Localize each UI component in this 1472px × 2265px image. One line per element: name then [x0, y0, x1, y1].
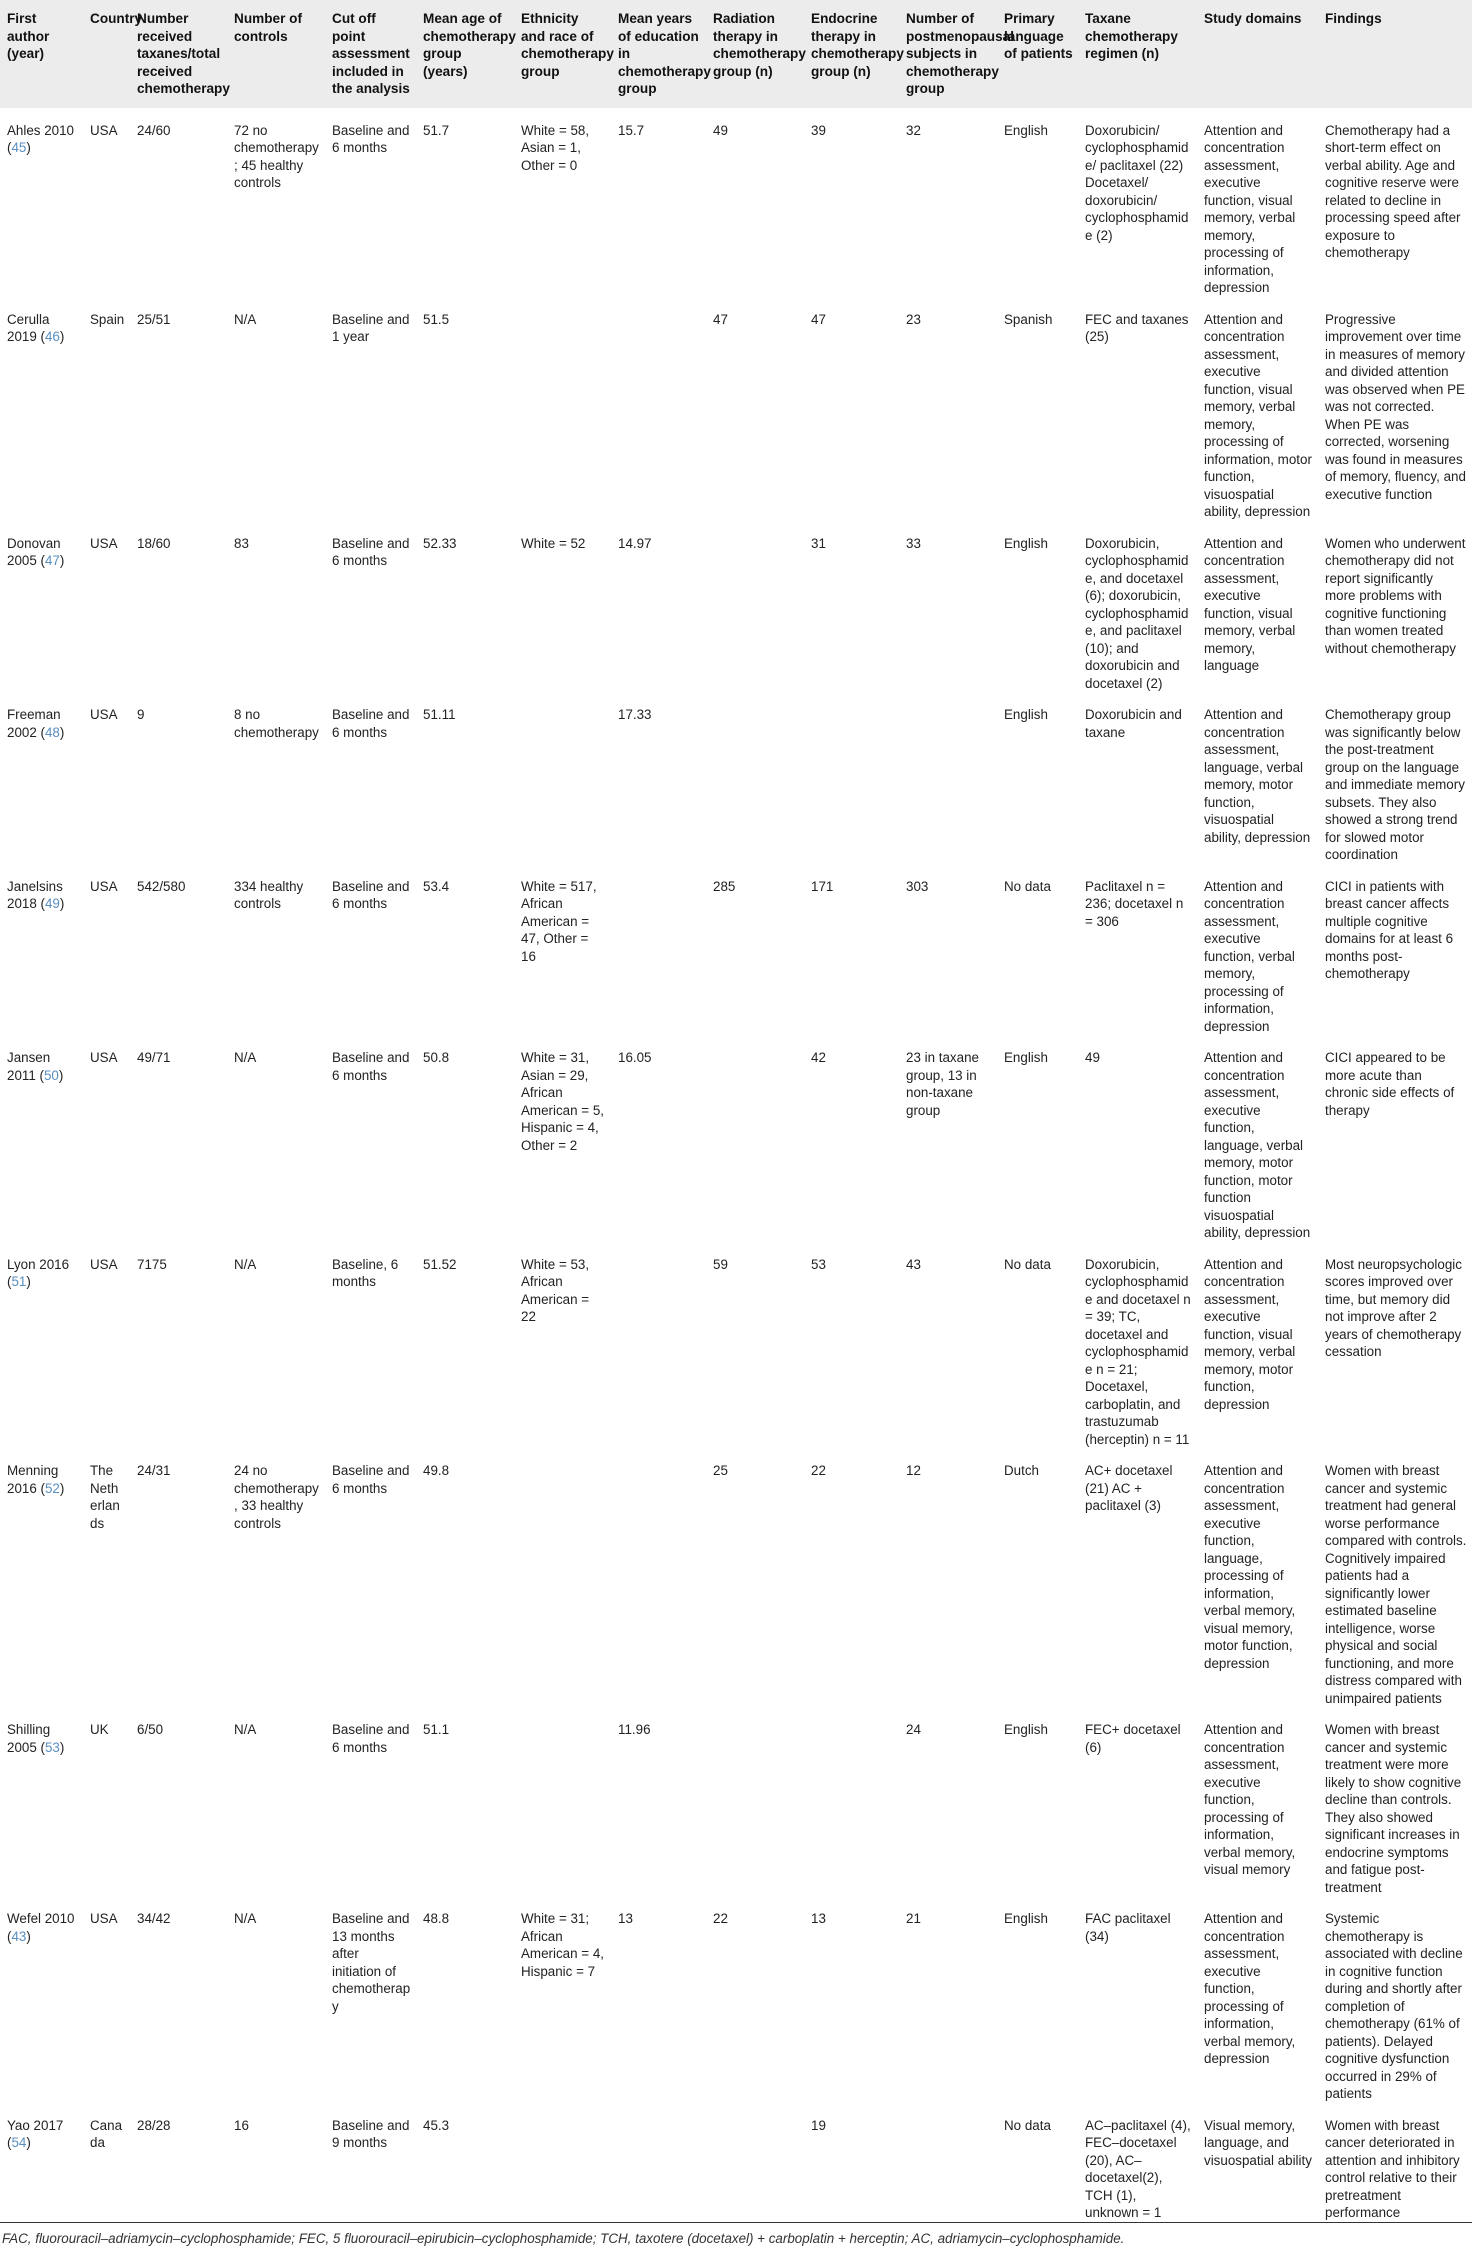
cell-taxanes: 6/50 [130, 1708, 227, 1897]
author-name: Jansen 2011 ( [7, 1050, 51, 1083]
cell-endocrine: 39 [804, 108, 899, 297]
author-name: Shilling 2005 ( [7, 1722, 51, 1755]
author-bracket: ) [26, 1928, 31, 1944]
author-name: Ahles 2010 ( [7, 122, 75, 155]
cell-language: English [997, 1036, 1078, 1243]
table-row [0, 1449, 1472, 1708]
cell-ethnicity [514, 2103, 611, 2222]
cell-controls: 16 [227, 2103, 325, 2222]
cell-controls: N/A [227, 1897, 325, 2104]
cell-author [0, 108, 83, 297]
cell-language: No data [997, 1242, 1078, 1449]
cell-author [0, 297, 83, 521]
cell-cutoff: Baseline and 1 year [325, 297, 416, 521]
cell-findings: Systemic chemotherapy is associated with decline in cognitive function during and shortly after completion of chemotherapy (61% of patients). Delayed cognitive dysfunction occurred in 29% of patients [1318, 1897, 1472, 2104]
cell-endocrine: 42 [804, 1036, 899, 1243]
cell-radiation: 47 [706, 297, 804, 521]
cell-domains: Attention and concentration assessment, executive function, visual memory, verbal memory, motor function, depression [1197, 1242, 1318, 1449]
cell-country: USA [83, 108, 130, 297]
cell-postmenopausal: 23 in taxane group, 13 in non-taxane group [899, 1036, 997, 1243]
table-header [0, 0, 1472, 108]
cell-endocrine: 31 [804, 521, 899, 693]
cell-findings: Women who underwent chemotherapy did not report significantly more problems with cognitive functioning than women treated without chemotherapy [1318, 521, 1472, 693]
cell-education [611, 1449, 706, 1708]
cell-author [0, 693, 83, 865]
cell-postmenopausal: 24 [899, 1708, 997, 1897]
cell-regimen: Doxorubicin/ cyclophosphamide/ paclitaxel (22) Docetaxel/ doxorubicin/ cyclophosphamide (2) [1078, 108, 1197, 297]
cell-radiation: 49 [706, 108, 804, 297]
cell-endocrine: 19 [804, 2103, 899, 2222]
cell-language: No data [997, 2103, 1078, 2222]
cell-cutoff: Baseline and 6 months [325, 521, 416, 693]
cell-findings: Chemotherapy had a short-term effect on verbal ability. Age and cognitive reserve were related to decline in processing speed after exposure to chemotherapy [1318, 108, 1472, 297]
cell-radiation [706, 521, 804, 693]
reference-link[interactable]: 52 [44, 1480, 60, 1496]
cell-taxanes: 18/60 [130, 521, 227, 693]
cell-radiation: 59 [706, 1242, 804, 1449]
cell-endocrine [804, 693, 899, 865]
cell-ethnicity [514, 297, 611, 521]
reference-link[interactable]: 47 [44, 553, 60, 568]
author-bracket: ) [26, 2135, 31, 2150]
author-name: Lyon 2016 ( [7, 1256, 70, 1289]
cell-radiation [706, 2103, 804, 2222]
cell-age: 51.1 [416, 1708, 514, 1897]
author-name: Donovan 2005 ( [7, 535, 61, 568]
cell-postmenopausal [899, 2103, 997, 2222]
table-row [0, 521, 1472, 693]
cell-author [0, 1708, 83, 1897]
table-row [0, 1036, 1472, 1243]
cell-language: Dutch [997, 1449, 1078, 1708]
cell-findings: CICI in patients with breast cancer affects multiple cognitive domains for at least 6 months post-chemotherapy [1318, 864, 1472, 1036]
cell-endocrine: 53 [804, 1242, 899, 1449]
author-bracket: ) [59, 553, 65, 568]
cell-regimen: Doxorubicin, cyclophosphamide and docetaxel n = 39; TC, docetaxel and cyclophosphamide n = 21; Docetaxel, carboplatin, and trastuzumab (herceptin) n = 11 [1078, 1242, 1197, 1449]
column-header: Radiation therapy in chemotherapy group (n) [713, 11, 806, 79]
cell-regimen: FEC and taxanes (25) [1078, 297, 1197, 521]
cell-taxanes: 24/60 [130, 108, 227, 297]
cell-regimen: Paclitaxel n = 236; docetaxel n = 306 [1078, 864, 1197, 1036]
cell-findings: Progressive improvement over time in measures of memory and divided attention was observed when PE was not corrected. When PE was corrected, worsening was found in measures of memory, fluency, and executive function [1318, 297, 1472, 521]
cell-author [0, 1242, 83, 1449]
cell-postmenopausal: 33 [899, 521, 997, 693]
author-name: Wefel 2010 ( [7, 1911, 75, 1944]
cell-radiation [706, 693, 804, 865]
cell-domains: Attention and concentration assessment, executive function, visual memory, verbal memory, processing of information, motor function, visuospatial ability, depression [1197, 297, 1318, 521]
column-header: Endocrine therapy in chemotherapy group (n) [811, 11, 904, 79]
cell-cutoff: Baseline and 6 months [325, 864, 416, 1036]
cell-author [0, 1449, 83, 1708]
cell-taxanes: 9 [130, 693, 227, 865]
cell-domains: Attention and concentration assessment, executive function, processing of information, verbal memory, depression [1197, 1897, 1318, 2104]
column-header: Findings [1325, 11, 1382, 26]
table-row [0, 864, 1472, 1036]
cell-regimen: AC+ docetaxel (21) AC + paclitaxel (3) [1078, 1449, 1197, 1708]
column-header: Number of postmenopausal subjects in chemotherapy group [906, 11, 1015, 96]
cell-education: 15.7 [611, 108, 706, 297]
cell-endocrine: 47 [804, 297, 899, 521]
cell-endocrine [804, 1708, 899, 1897]
cell-findings: Chemotherapy group was significantly below the post-treatment group on the language and immediate memory subsets. They also showed a strong trend for slowed motor coordination [1318, 693, 1472, 865]
reference-link[interactable]: 50 [43, 1067, 59, 1083]
cell-cutoff: Baseline and 9 months [325, 2103, 416, 2222]
cell-domains: Attention and concentration assessment, executive function, visual memory, verbal memory, processing of information, depression [1197, 108, 1318, 297]
author-name: Freeman 2002 ( [7, 707, 61, 740]
cell-country: Spain [83, 297, 130, 521]
cell-controls: 24 no chemotherapy, 33 healthy controls [227, 1449, 325, 1708]
cell-ethnicity: White = 517, African American = 47, Other = 16 [514, 864, 611, 1036]
cell-country: USA [83, 864, 130, 1036]
cell-taxanes: 49/71 [130, 1036, 227, 1243]
author-name: Yao 2017 ( [7, 2117, 64, 2150]
cell-ethnicity [514, 1449, 611, 1708]
author-bracket: ) [59, 896, 65, 911]
reference-link[interactable]: 45 [11, 140, 27, 155]
reference-link[interactable]: 51 [11, 1274, 27, 1289]
cell-ethnicity [514, 1708, 611, 1897]
reference-link[interactable]: 46 [44, 329, 60, 344]
cell-postmenopausal: 303 [899, 864, 997, 1036]
cell-controls: 83 [227, 521, 325, 693]
cell-findings: Most neuropsychologic scores improved over time, but memory did not improve after 2 years of chemotherapy cessation [1318, 1242, 1472, 1449]
table-row [0, 108, 1472, 297]
cell-age: 51.11 [416, 693, 514, 865]
cell-cutoff: Baseline and 6 months [325, 1036, 416, 1243]
cell-education [611, 1242, 706, 1449]
cell-education: 14.97 [611, 521, 706, 693]
cell-age: 45.3 [416, 2103, 514, 2222]
cell-country: USA [83, 1036, 130, 1243]
cell-education [611, 297, 706, 521]
column-header: Taxane chemotherapy regimen (n) [1085, 11, 1178, 61]
cell-author [0, 1036, 83, 1243]
cell-age: 51.52 [416, 1242, 514, 1449]
cell-language: English [997, 108, 1078, 297]
column-header: Primary language of patients [1004, 11, 1073, 61]
cell-language: English [997, 521, 1078, 693]
cell-domains: Attention and concentration assessment, executive function, language, processing of information, verbal memory, visual memory, motor function, depression [1197, 1449, 1318, 1708]
cell-regimen: FAC paclitaxel (34) [1078, 1897, 1197, 2104]
column-header: Mean years of education in chemotherapy group [618, 11, 711, 96]
reference-link[interactable]: 48 [44, 724, 60, 740]
table-footnote: FAC, fluorouracil–adriamycin–cyclophosphamide; FEC, 5 fluorouracil–epirubicin–cyclophosphamide; TCH, taxotere (docetaxel) + carboplatin + herceptin; AC, adriamycin–cyclophosphamide. [2, 2230, 1125, 2246]
cell-regimen: Doxorubicin and taxane [1078, 693, 1197, 865]
table-row [0, 1242, 1472, 1449]
table-row [0, 1897, 1472, 2104]
cell-age: 51.7 [416, 108, 514, 297]
column-header: Study domains [1204, 11, 1302, 26]
author-name: Janelsins 2018 ( [7, 878, 63, 911]
cell-radiation [706, 1708, 804, 1897]
author-bracket: ) [59, 329, 65, 344]
cell-findings: Women with breast cancer and systemic treatment were more likely to show cognitive decline than controls. They also showed significant increases in endocrine symptoms and fatigue post-treatment [1318, 1708, 1472, 1897]
author-bracket: ) [59, 1480, 65, 1496]
column-header: Mean age of chemotherapy group (years) [423, 11, 516, 79]
cell-age: 49.8 [416, 1449, 514, 1708]
cell-ethnicity: White = 31; African American = 4, Hispanic = 7 [514, 1897, 611, 2104]
cell-controls: N/A [227, 1036, 325, 1243]
cell-country: USA [83, 521, 130, 693]
cell-ethnicity: White = 53, African American = 22 [514, 1242, 611, 1449]
cell-author [0, 2103, 83, 2222]
cell-regimen: 49 [1078, 1036, 1197, 1243]
cell-country: UK [83, 1708, 130, 1897]
cell-radiation: 22 [706, 1897, 804, 2104]
cell-language: Spanish [997, 297, 1078, 521]
cell-education [611, 864, 706, 1036]
cell-author [0, 864, 83, 1036]
cell-taxanes: 25/51 [130, 297, 227, 521]
cell-postmenopausal: 23 [899, 297, 997, 521]
cell-controls: 8 no chemotherapy [227, 693, 325, 865]
table-row [0, 693, 1472, 865]
cell-domains: Attention and concentration assessment, language, verbal memory, motor function, visuospatial ability, depression [1197, 693, 1318, 865]
cell-findings: CICI appeared to be more acute than chronic side effects of therapy [1318, 1036, 1472, 1243]
cell-taxanes: 7175 [130, 1242, 227, 1449]
cell-education: 17.33 [611, 693, 706, 865]
column-header: First author (year) [7, 11, 50, 61]
cell-ethnicity: White = 52 [514, 521, 611, 693]
cell-endocrine: 13 [804, 1897, 899, 2104]
cell-endocrine: 22 [804, 1449, 899, 1708]
cell-domains: Visual memory, language, and visuospatial ability [1197, 2103, 1318, 2222]
cell-controls: 72 no chemotherapy; 45 healthy controls [227, 108, 325, 297]
table-row [0, 1708, 1472, 1897]
cell-education [611, 2103, 706, 2222]
cell-postmenopausal: 32 [899, 108, 997, 297]
cell-regimen: FEC+ docetaxel (6) [1078, 1708, 1197, 1897]
cell-postmenopausal [899, 693, 997, 865]
cell-radiation: 25 [706, 1449, 804, 1708]
cell-controls: 334 healthy controls [227, 864, 325, 1036]
cell-radiation [706, 1036, 804, 1243]
cell-postmenopausal: 21 [899, 1897, 997, 2104]
author-bracket: ) [59, 724, 65, 740]
cell-taxanes: 34/42 [130, 1897, 227, 2104]
cell-language: English [997, 693, 1078, 865]
cell-ethnicity: White = 58, Asian = 1, Other = 0 [514, 108, 611, 297]
cell-cutoff: Baseline and 6 months [325, 1708, 416, 1897]
cell-cutoff: Baseline and 13 months after initiation of chemotherapy [325, 1897, 416, 2104]
column-header: Ethnicity and race of chemotherapy group [521, 11, 614, 79]
cell-domains: Attention and concentration assessment, executive function, language, verbal memory, motor function, motor function visuospatial ability, depression [1197, 1036, 1318, 1243]
cell-regimen: Doxorubicin, cyclophosphamide, and docetaxel (6); doxorubicin, cyclophosphamide, and paclitaxel (10); and doxorubicin and docetaxel (2) [1078, 521, 1197, 693]
cell-age: 51.5 [416, 297, 514, 521]
cell-findings: Women with breast cancer deteriorated in attention and inhibitory control relative to their pretreatment performance [1318, 2103, 1472, 2222]
cell-ethnicity [514, 693, 611, 865]
cell-postmenopausal: 12 [899, 1449, 997, 1708]
table-row [0, 2103, 1472, 2222]
cell-taxanes: 542/580 [130, 864, 227, 1036]
reference-link[interactable]: 49 [44, 896, 60, 911]
cell-ethnicity: White = 31, Asian = 29, African American = 5, Hispanic = 4, Other = 2 [514, 1036, 611, 1243]
column-header: Cut off point assessment included in the analysis [332, 11, 410, 96]
cell-author [0, 1897, 83, 2104]
header-row [0, 0, 1472, 108]
cell-author [0, 521, 83, 693]
cell-cutoff: Baseline and 6 months [325, 108, 416, 297]
cell-postmenopausal: 43 [899, 1242, 997, 1449]
reference-link[interactable]: 54 [11, 2135, 27, 2150]
cell-language: No data [997, 864, 1078, 1036]
author-bracket: ) [26, 1274, 31, 1289]
cell-domains: Attention and concentration assessment, executive function, visual memory, verbal memory, language [1197, 521, 1318, 693]
cell-education: 13 [611, 1897, 706, 2104]
cell-cutoff: Baseline and 6 months [325, 1449, 416, 1708]
cell-regimen: AC–paclitaxel (4), FEC–docetaxel (20), AC–docetaxel(2), TCH (1), unknown = 1 [1078, 2103, 1197, 2222]
cell-country: USA [83, 1242, 130, 1449]
cell-age: 53.4 [416, 864, 514, 1036]
reference-link[interactable]: 53 [44, 1739, 60, 1755]
cell-endocrine: 171 [804, 864, 899, 1036]
author-name: Menning 2016 ( [7, 1463, 59, 1496]
cell-controls: N/A [227, 297, 325, 521]
cell-domains: Attention and concentration assessment, executive function, processing of information, verbal memory, visual memory [1197, 1708, 1318, 1897]
cell-radiation: 285 [706, 864, 804, 1036]
cell-education: 11.96 [611, 1708, 706, 1897]
cell-age: 50.8 [416, 1036, 514, 1243]
reference-link[interactable]: 43 [11, 1928, 27, 1944]
cell-age: 52.33 [416, 521, 514, 693]
author-name: Cerulla 2019 ( [7, 311, 50, 344]
cell-country: USA [83, 693, 130, 865]
cell-language: English [997, 1708, 1078, 1897]
cell-taxanes: 24/31 [130, 1449, 227, 1708]
table-body [0, 108, 1472, 2222]
author-bracket: ) [26, 140, 31, 155]
cell-findings: Women with breast cancer and systemic treatment had general worse performance compared with controls. Cognitively impaired patients had a significantly lower estimated baseline intelligence, worse physical and social functioning, and more distress compared with unimpaired patients [1318, 1449, 1472, 1708]
column-header: Number of controls [234, 11, 302, 44]
cell-education: 16.05 [611, 1036, 706, 1243]
cell-country: USA [83, 1897, 130, 2104]
cell-taxanes: 28/28 [130, 2103, 227, 2222]
author-bracket: ) [58, 1067, 64, 1083]
column-header: Country [90, 11, 143, 26]
column-header: Number received taxanes/total received chemotherapy [137, 11, 230, 96]
cell-cutoff: Baseline and 6 months [325, 693, 416, 865]
cell-controls: N/A [227, 1242, 325, 1449]
cell-cutoff: Baseline, 6 months [325, 1242, 416, 1449]
cell-domains: Attention and concentration assessment, executive function, verbal memory, processing of information, depression [1197, 864, 1318, 1036]
cell-country: Canada [83, 2103, 130, 2222]
author-bracket: ) [59, 1739, 65, 1755]
cell-language: English [997, 1897, 1078, 2104]
cell-controls: N/A [227, 1708, 325, 1897]
table-row [0, 297, 1472, 521]
cell-country: The Netherlands [83, 1449, 130, 1708]
cell-age: 48.8 [416, 1897, 514, 2104]
